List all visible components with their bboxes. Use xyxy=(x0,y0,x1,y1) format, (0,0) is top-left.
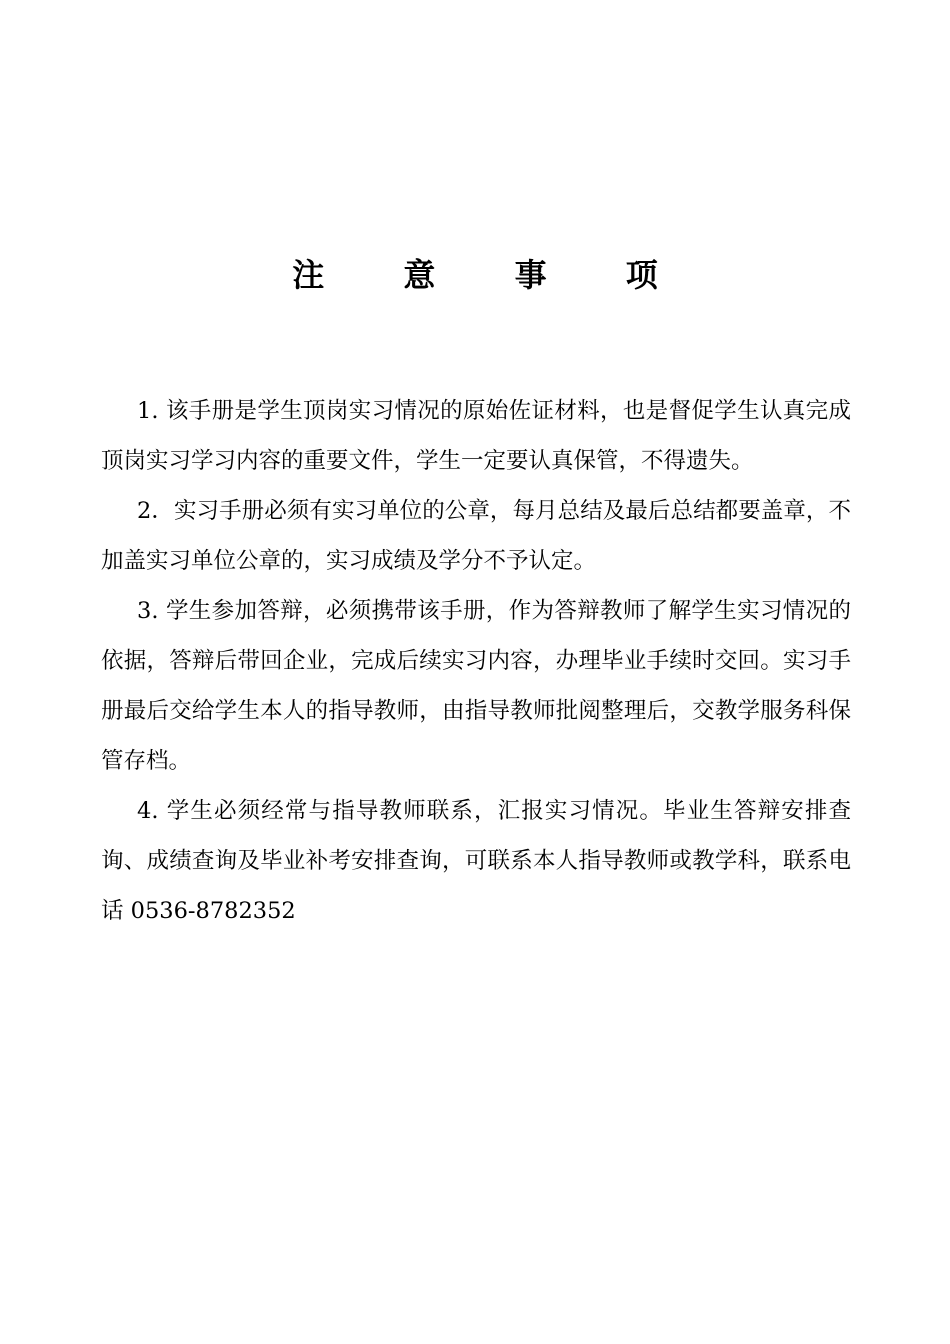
notice-item-4: 4. 学生必须经常与指导教师联系，汇报实习情况。毕业生答辩安排查询、成绩查询及毕业补考安排查询，可联系本人指导教师或教学科，联系电话 0536-8782352 xyxy=(101,798,851,924)
page-title: 注 意 事 项 xyxy=(292,256,692,294)
notice-item-3: 3. 学生参加答辩，必须携带该手册，作为答辩教师了解学生实习情况的依据，答辩后带回企业，完成后续实习内容，办理毕业手续时交回。实习手册最后交给学生本人的指导教师，由指导教师批阅整理后，交教学服务科保管存档。 xyxy=(101,598,851,774)
notice-item-1: 1. 该手册是学生顶岗实习情况的原始佐证材料，也是督促学生认真完成顶岗实习学习内容的重要文件，学生一定要认真保管，不得遗失。 xyxy=(101,398,851,474)
notice-body xyxy=(101,386,851,936)
notice-item-2: 2．实习手册必须有实习单位的公章，每月总结及最后总结都要盖章，不加盖实习单位公章的，实习成绩及学分不予认定。 xyxy=(101,498,851,574)
